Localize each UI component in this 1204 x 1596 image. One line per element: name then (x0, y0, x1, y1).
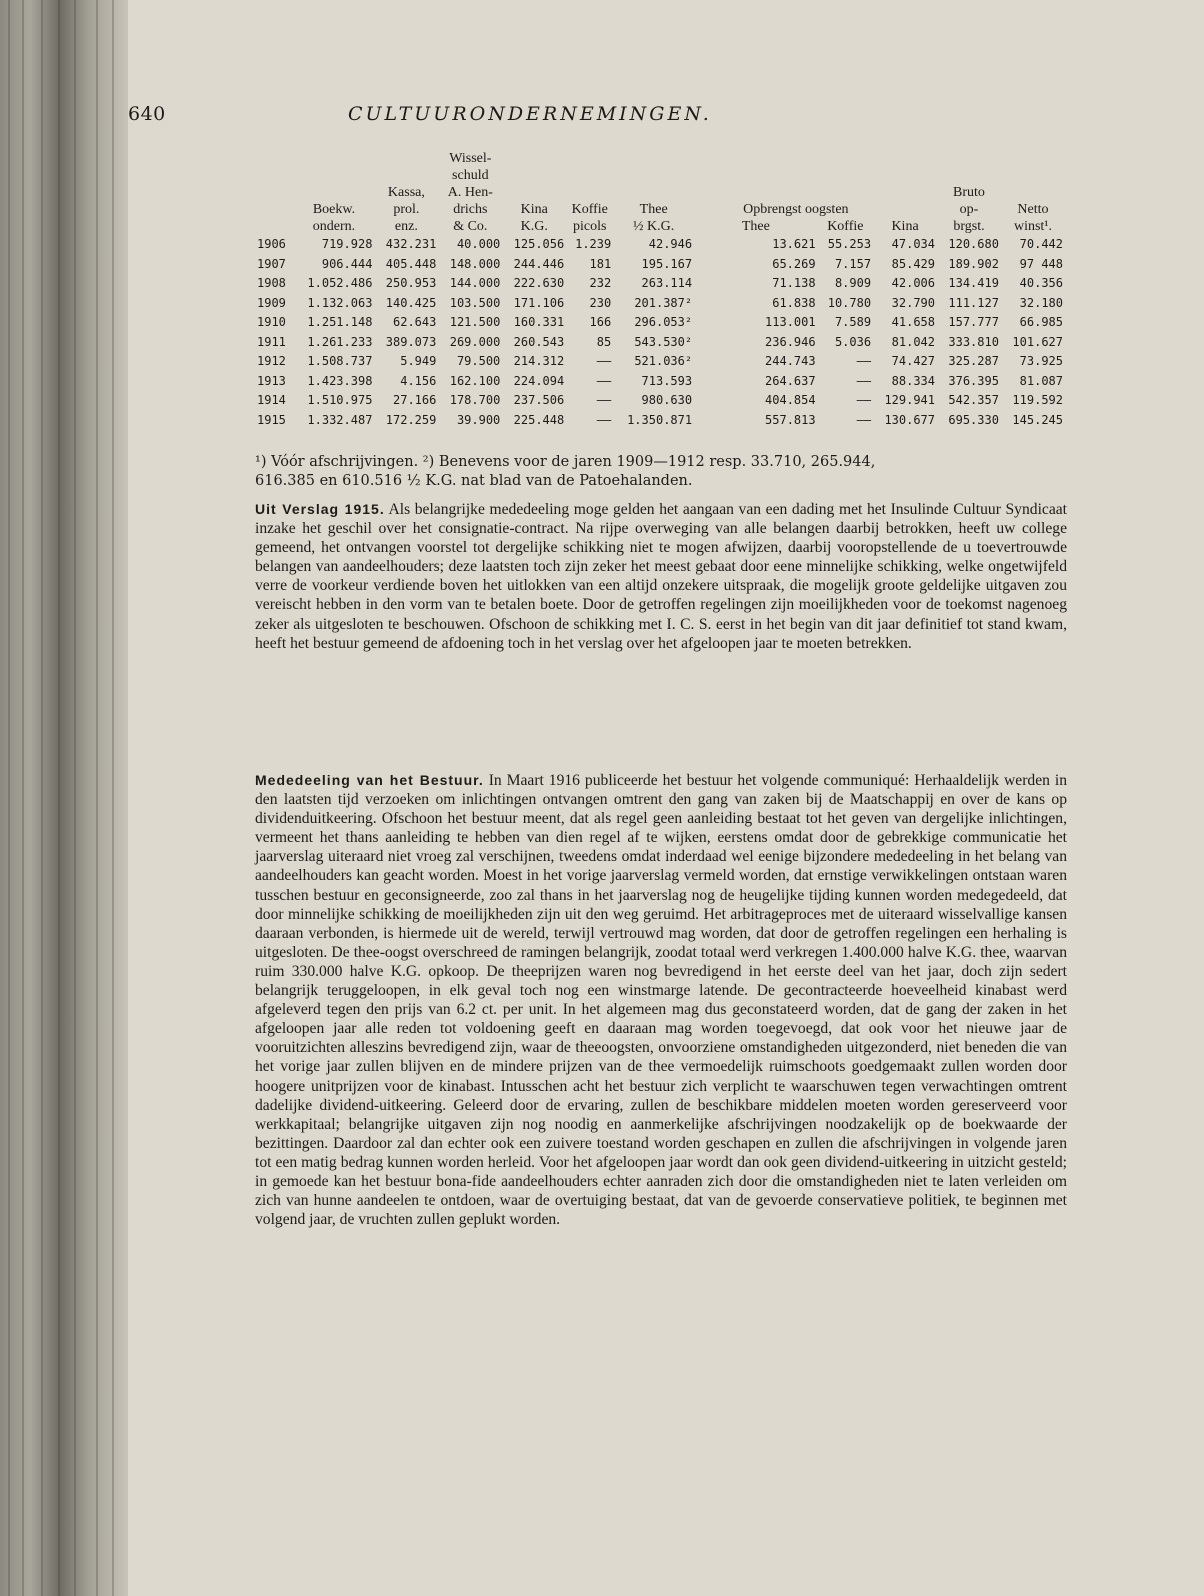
table-cell-koffie: 181 (589, 256, 612, 271)
table-cell-kassa: 5.949 (400, 354, 437, 368)
table-row (255, 391, 1065, 411)
table-cell-opb_thee: 244.743 (765, 354, 816, 368)
table-cell-netto: 40.356 (1019, 276, 1063, 290)
table-cell-opb_koffie: —— (856, 393, 872, 407)
table-cell-opb_kina: 88.334 (891, 373, 936, 388)
table-cell-opb_koffie: 7.157 (834, 256, 872, 271)
table-row (255, 294, 1065, 314)
column-header-kassa: Kassa, prol. enz. (387, 185, 425, 234)
table-cell-opb_koffie: 5.036 (834, 334, 872, 349)
table-cell-thee: 201.387² (634, 295, 693, 310)
table-cell-boekw: 1.508.737 (307, 354, 373, 368)
table-cell-boekw: 719.928 (321, 237, 373, 251)
table-cell-year: 1911 (257, 334, 286, 349)
verslag-text: Als belangrijke mededeeling moge gelden het aangaan van een dading met het Insulinde Cultuur Syndicaat inzake het geschil over het consignatie-contract. Na rijpe overweging van alle belangen daarbij betrokken, heeft uw college gemeend, het ontvangen voorstel tot dergelijke schikking niet te mogen afwijzen, daarbij vooropstellende de u toevertrouwde belangen van aandeelhouders; deze laatsten toch zijn zeker het meest gebaat door eene minnelijke schikking, welke ongetwijfeld verre de voorkeur verdiende boven het uitlokken van een altijd onzekere uitspraak, die mogelijk groote geldelijke uitgaven zou vereischt hebben in den vorm van te betalen boete. Door de getroffen regelingen zijn moeilijkheden voor de toekomst nagenoeg zeker als uitgesloten te beschouwen. Ofschoon de schikking met I. C. S. eerst in het begin van dit jaar definitief tot stand kwam, heeft het bestuur gemeend de afdoening toch in het verslag over het afgeloopen jaar te moeten betrekken. (255, 501, 1067, 652)
table-cell-boekw: 906.444 (321, 256, 373, 271)
column-header-koffie: Koffie picols (571, 202, 608, 234)
table-cell-koffie: —— (596, 373, 612, 388)
table-cell-opb_thee: 557.813 (765, 412, 816, 427)
table-row (255, 313, 1065, 333)
table-cell-wissel: 144.000 (449, 276, 501, 290)
table-cell-opb_thee: 65.269 (772, 256, 816, 271)
table-cell-kassa: 250.953 (385, 276, 437, 290)
table-cell-kassa: 405.448 (385, 256, 437, 271)
table-cell-kina: 225.448 (513, 412, 565, 427)
table-row (255, 255, 1065, 275)
table-cell-bruto: 695.330 (948, 412, 999, 427)
verslag-section (255, 500, 1067, 653)
table-cell-opb_kina: 81.042 (891, 334, 936, 349)
table-cell-year: 1906 (257, 237, 286, 251)
table-cell-bruto: 376.395 (948, 373, 999, 388)
table-cell-opb_thee: 113.001 (765, 315, 816, 329)
table-cell-wissel: 148.000 (449, 256, 501, 271)
table-cell-wissel: 178.700 (449, 393, 501, 407)
table-cell-netto: 119.592 (1012, 393, 1063, 407)
table-cell-wissel: 162.100 (449, 373, 501, 388)
table-cell-year: 1908 (257, 276, 286, 290)
table-cell-opb_kina: 41.658 (891, 315, 936, 329)
page-number: 640 (128, 103, 166, 125)
table-cell-netto: 73.925 (1019, 354, 1063, 368)
table-cell-boekw: 1.261.233 (307, 334, 373, 349)
table-cell-koffie: —— (596, 393, 612, 407)
mededeeling-heading: Mededeeling van het Bestuur. (255, 772, 484, 788)
table-cell-thee: 296.053² (634, 315, 693, 329)
table-cell-opb_kina: 32.790 (891, 295, 936, 310)
table-cell-boekw: 1.251.148 (307, 315, 373, 329)
table-cell-year: 1910 (257, 315, 286, 329)
column-header-bruto: Bruto op- brgst. (953, 185, 985, 234)
table-cell-opb_koffie: 8.909 (834, 276, 872, 290)
footnote-line-1: ¹) Vóór afschrijvingen. ²) Benevens voor de jaren 1909—1912 resp. 33.710, 265.944, (255, 454, 876, 470)
table-cell-year: 1915 (257, 412, 286, 427)
table-cell-netto: 145.245 (1012, 412, 1063, 427)
table-cell-bruto: 134.419 (948, 276, 999, 290)
table-cell-koffie: 85 (596, 334, 612, 349)
table-cell-opb_koffie: 10.780 (827, 295, 872, 310)
table-cell-netto: 81.087 (1019, 373, 1063, 388)
financial-table (255, 150, 1065, 430)
table-cell-year: 1914 (257, 393, 286, 407)
table-cell-netto: 70.442 (1019, 237, 1063, 251)
table-cell-year: 1912 (257, 354, 286, 368)
table-cell-kina: 171.106 (513, 295, 565, 310)
table-cell-opb_kina: 42.006 (891, 276, 936, 290)
table-cell-opb_kina: 85.429 (891, 256, 936, 271)
table-cell-bruto: 333.810 (948, 334, 999, 349)
table-cell-opb_kina: 129.941 (884, 393, 936, 407)
column-header-year (255, 150, 294, 235)
table-cell-kina: 214.312 (513, 354, 565, 368)
table-cell-netto: 97 448 (1019, 256, 1063, 271)
table-row (255, 235, 1065, 255)
table-cell-kina: 125.056 (513, 237, 565, 251)
table-cell-kassa: 140.425 (385, 295, 437, 310)
table-cell-thee: 543.530² (634, 334, 693, 349)
table-cell-opb_koffie: —— (856, 373, 872, 388)
table-cell-thee: 263.114 (641, 276, 693, 290)
group-header-opbrengst: Opbrengst oogsten (743, 202, 849, 217)
column-header-kina: Kina K.G. (520, 202, 548, 234)
table-cell-bruto: 111.127 (948, 295, 999, 310)
table-cell-bruto: 120.680 (948, 237, 999, 251)
table-cell-wissel: 79.500 (456, 354, 501, 368)
table-cell-kassa: 389.073 (385, 334, 437, 349)
table-row (255, 352, 1065, 372)
table-cell-kassa: 172.259 (385, 412, 437, 427)
table-cell-opb_koffie: —— (856, 354, 872, 368)
table-cell-bruto: 325.287 (948, 354, 999, 368)
table-cell-wissel: 39.900 (456, 412, 501, 427)
table-cell-boekw: 1.132.063 (307, 295, 373, 310)
table-cell-opb_thee: 264.637 (765, 373, 816, 388)
table-cell-opb_thee: 61.838 (772, 295, 816, 310)
table-cell-thee: 521.036² (634, 354, 693, 368)
table-cell-boekw: 1.510.975 (307, 393, 373, 407)
table-cell-wissel: 40.000 (456, 237, 501, 251)
column-header-boekw: Boekw. ondern. (312, 202, 356, 234)
table-cell-thee: 42.946 (648, 237, 693, 251)
table-cell-opb_kina: 74.427 (891, 354, 936, 368)
running-title: CULTUURONDERNEMINGEN. (348, 103, 712, 125)
table-cell-bruto: 157.777 (948, 315, 999, 329)
table-cell-koffie: 166 (589, 315, 612, 329)
table-cell-thee: 980.630 (641, 393, 693, 407)
table-cell-wissel: 269.000 (449, 334, 501, 349)
column-header-opb_kina: Kina (891, 219, 919, 234)
table-cell-opb_thee: 13.621 (772, 237, 816, 251)
table-cell-thee: 195.167 (641, 256, 693, 271)
table-cell-boekw: 1.423.398 (307, 373, 373, 388)
table-cell-opb_thee: 404.854 (765, 393, 816, 407)
table-cell-boekw: 1.052.486 (307, 276, 373, 290)
column-header-opb_koffie: Koffie (827, 219, 864, 234)
book-page-edges (0, 0, 128, 1596)
table-row (255, 333, 1065, 353)
table-cell-bruto: 542.357 (948, 393, 999, 407)
table-cell-wissel: 121.500 (449, 315, 501, 329)
table-cell-kina: 160.331 (513, 315, 565, 329)
table-cell-netto: 32.180 (1019, 295, 1063, 310)
table-cell-kina: 224.094 (513, 373, 565, 388)
table-cell-opb_koffie: 7.589 (834, 315, 872, 329)
table-cell-koffie: 232 (589, 276, 612, 290)
table-cell-opb_thee: 236.946 (765, 334, 816, 349)
table-cell-opb_kina: 130.677 (884, 412, 936, 427)
table-cell-kina: 222.630 (513, 276, 565, 290)
table-row (255, 372, 1065, 392)
table-cell-kassa: 27.166 (393, 393, 437, 407)
column-header-wissel: Wissel- schuld A. Hen- drichs & Co. (447, 151, 493, 234)
table-row (255, 274, 1065, 294)
table-cell-bruto: 189.902 (948, 256, 999, 271)
table-cell-netto: 66.985 (1019, 315, 1063, 329)
table-cell-kina: 260.543 (513, 334, 565, 349)
table-cell-thee: 1.350.871 (627, 412, 693, 427)
table-cell-netto: 101.627 (1012, 334, 1063, 349)
table-cell-kassa: 62.643 (393, 315, 437, 329)
table-cell-koffie: —— (596, 354, 612, 368)
table-cell-kina: 237.506 (513, 393, 565, 407)
table-cell-koffie: 230 (589, 295, 612, 310)
table-cell-opb_koffie: 55.253 (827, 237, 872, 251)
table-cell-year: 1913 (257, 373, 286, 388)
table-cell-opb_thee: 71.138 (772, 276, 816, 290)
mededeeling-section (255, 771, 1067, 1229)
table-cell-wissel: 103.500 (449, 295, 501, 310)
table-cell-year: 1907 (257, 256, 286, 271)
table-cell-kassa: 4.156 (400, 373, 437, 388)
column-header-opb_thee: Opbrengst oogsten Thee (694, 150, 817, 235)
table-cell-koffie: 1.239 (575, 237, 612, 251)
verslag-heading: Uit Verslag 1915. (255, 501, 385, 517)
table-cell-opb_kina: 47.034 (891, 237, 936, 251)
column-header-netto: Netto winst¹. (1013, 202, 1052, 234)
table-cell-opb_koffie: —— (856, 412, 872, 427)
table-cell-kina: 244.446 (513, 256, 565, 271)
table-cell-kassa: 432.231 (385, 237, 437, 251)
column-header-thee: Thee ½ K.G. (633, 202, 675, 234)
mededeeling-text: In Maart 1916 publiceerde het bestuur het volgende communiqué: Herhaaldelijk werden in den laatsten tijd verzoeken om inlichtingen ontvangen omtrent den gang van zaken bij de Maatschappij en over de kans op dividenduitkeering. Ofschoon het bestuur meent, dat als regel geen aanleiding bestaat tot het geven van dergelijke inlichtingen, vermeent het thans aanleiding te hebben van dien regel af te wijken, eerstens omdat door de gebrekkige communicatie het jaarverslag uiteraard niet vroeg zal verschijnen, tweedens omdat inderdaad wel eenige bijzondere mededeeling in het belang van aandeelhouders kan geacht worden. Moest in het vorige jaarverslag vermeld worden, dat ernstige verwikkelingen ontstaan waren tusschen bestuur en geconsigneerde, zoo zal thans in het jaarverslag nog de heugelijke tijding kunnen worden medegedeeld, dat door minnelijke schikking de moeilijkheden zijn uit den weg geruimd. Het arbitrageproces met de uiteraard wisselvallige kansen daaraan verbonden, is hiermede uit de wereld, terwijl vertrouwd mag worden, dat door de getroffen regelingen een herhaling is uitgesloten. De thee-oogst overschreed de ramingen belangrijk, zoodat totaal werd verkregen 1.400.000 halve K.G. thee, waarvan ruim 330.000 halve K.G. opkoop. De theeprijzen waren nog bevredigend in het eerste deel van het jaar, doch zijn sedert belangrijk teruggeloopen, in elk geval toch nog een winstmarge latende. De gecontracteerde hoeveelheid kinabast werd afgeleverd tegen den prijs van 6.2 ct. per unit. In het algemeen mag dus geconstateerd worden, dat de gang der zaken in het afgeloopen jaar alle reden tot voldoening geeft en daaraan mag worden toegevoegd, dat ook voor het nieuwe jaar de vooruitzichten alleszins bevredigend zijn, waar de theeoogsten, onvoorziene omstandigheden uitgezonderd, niet beneden die van het vorige jaar zullen blijven en de mindere prijzen van de thee vermoedelijk ruimschoots goedgemaakt zullen worden door hoogere unitprijzen voor de kinabast. Intusschen acht het bestuur zich verplicht te waarschuwen tegen verwachtingen omtrent dadelijke dividend-uitkeering. Geleerd door de ervaring, zullen de beschikbare middelen moeten worden gereserveerd voor werkkapitaal; belangrijke uitgaven zijn nog noodig en aanmerkelijke afschrijvingen noodzakelijk op de boekwaarde der bezittingen. Daardoor zal dan echter ook een zuivere toestand worden geschapen en zullen die afschrijvingen in volgende jaren tot een matig bedrag kunnen worden herleid. Voor het afgeloopen jaar wordt dan ook geen dividend-uitkeering in uitzicht gesteld; in gemoede kan het bestuur bona-fide aandeelhouders echter aanraden zich door die omstandigheden niet te laten verleiden om zich van hunne aandeelen te ontdoen, waar de overtuiging bestaat, dat van de gevoerde conservatieve politiek, te beginnen met volgend jaar, de vruchten zullen geplukt worden. (255, 772, 1067, 1229)
table-cell-koffie: —— (596, 412, 612, 427)
table-cell-boekw: 1.332.487 (307, 412, 373, 427)
table-cell-thee: 713.593 (641, 373, 693, 388)
footnotes (255, 453, 1065, 491)
table-cell-year: 1909 (257, 295, 286, 310)
table-row (255, 411, 1065, 431)
footnote-line-2: 616.385 en 610.516 ½ K.G. nat blad van de Patoehalanden. (255, 473, 693, 489)
